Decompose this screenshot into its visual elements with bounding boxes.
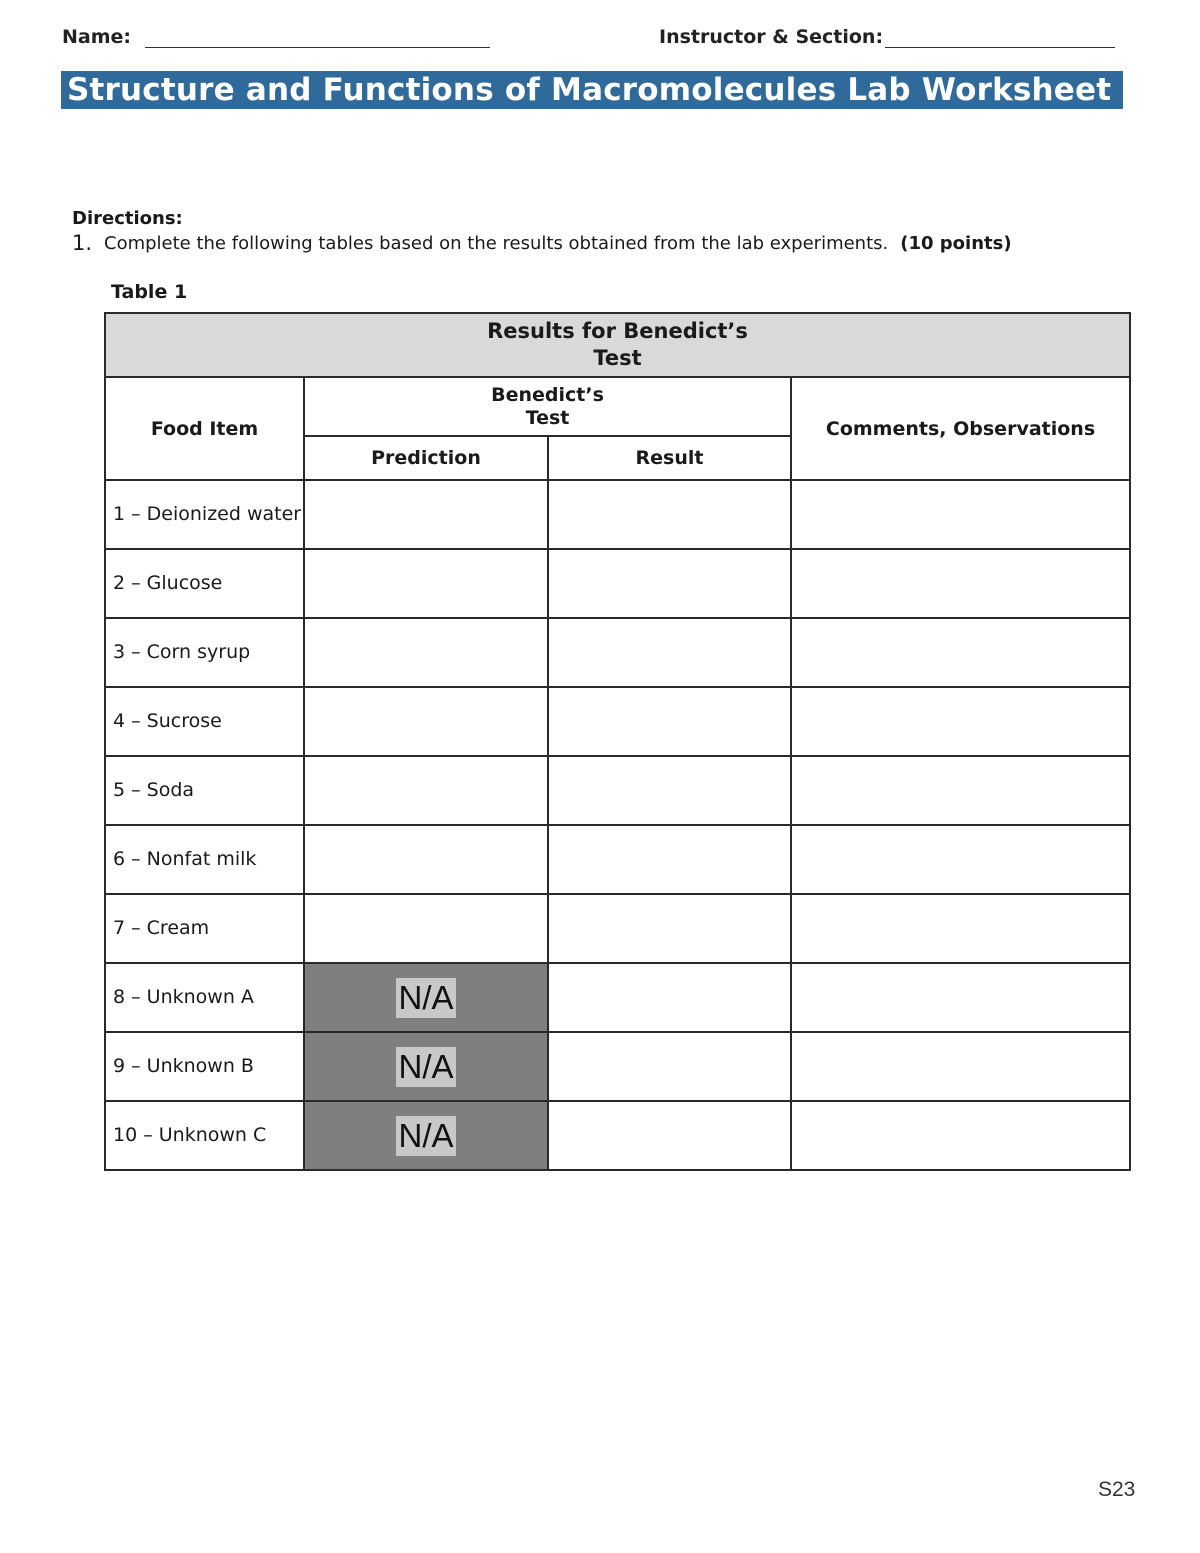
na-label: N/A — [398, 1116, 454, 1154]
direction-points: (10 points) — [900, 233, 1012, 254]
food-item-cell: 2 – Glucose — [105, 549, 304, 618]
result-cell[interactable] — [548, 756, 791, 825]
prediction-cell[interactable] — [304, 618, 548, 687]
food-item-cell: 10 – Unknown C — [105, 1101, 304, 1170]
table-row — [105, 756, 1130, 825]
food-item-cell: 5 – Soda — [105, 756, 304, 825]
comments-cell[interactable] — [791, 480, 1130, 549]
result-cell[interactable] — [548, 825, 791, 894]
column-header-benedicts-test — [304, 377, 791, 436]
result-cell[interactable] — [548, 1032, 791, 1101]
prediction-cell[interactable] — [304, 825, 548, 894]
prediction-na-cell — [304, 963, 548, 1032]
column-header-comments: Comments, Observations — [791, 377, 1130, 480]
table-row — [105, 480, 1130, 549]
comments-cell[interactable] — [791, 549, 1130, 618]
result-cell[interactable] — [548, 963, 791, 1032]
results-table — [104, 312, 1131, 1171]
result-cell[interactable] — [548, 894, 791, 963]
na-label: N/A — [398, 1047, 454, 1085]
benedicts-test-line1: Benedict’s — [491, 383, 604, 406]
comments-cell[interactable] — [791, 825, 1130, 894]
table-row — [105, 618, 1130, 687]
result-cell[interactable] — [548, 618, 791, 687]
name-blank-line[interactable] — [145, 27, 490, 48]
instructor-field-row — [659, 26, 1115, 48]
table-row — [105, 687, 1130, 756]
comments-cell[interactable] — [791, 687, 1130, 756]
table-row — [105, 549, 1130, 618]
result-cell[interactable] — [548, 549, 791, 618]
footer-code: S23 — [1098, 1478, 1136, 1501]
prediction-cell[interactable] — [304, 480, 548, 549]
table-row — [105, 1032, 1130, 1101]
worksheet-title: Structure and Functions of Macromolecules Lab Worksheet — [61, 71, 1123, 109]
comments-cell[interactable] — [791, 1101, 1130, 1170]
comments-cell[interactable] — [791, 1032, 1130, 1101]
comments-cell[interactable] — [791, 963, 1130, 1032]
column-header-result: Result — [548, 436, 791, 480]
table-title — [105, 313, 1130, 377]
food-item-cell: 9 – Unknown B — [105, 1032, 304, 1101]
direction-item — [72, 233, 1012, 255]
table-row — [105, 963, 1130, 1032]
benedicts-test-line2: Test — [525, 406, 570, 429]
food-item-cell: 4 – Sucrose — [105, 687, 304, 756]
food-item-cell: 1 – Deionized water — [105, 480, 304, 549]
column-header-prediction: Prediction — [304, 436, 548, 480]
directions-heading: Directions: — [72, 208, 183, 229]
food-item-cell: 3 – Corn syrup — [105, 618, 304, 687]
instructor-blank-line[interactable] — [885, 27, 1115, 48]
prediction-cell[interactable] — [304, 687, 548, 756]
prediction-na-cell — [304, 1101, 548, 1170]
table-body — [105, 480, 1130, 1170]
table-row — [105, 1101, 1130, 1170]
prediction-na-cell — [304, 1032, 548, 1101]
direction-text: Complete the following tables based on the results obtained from the lab experiments. — [104, 233, 889, 254]
food-item-cell: 6 – Nonfat milk — [105, 825, 304, 894]
prediction-cell[interactable] — [304, 894, 548, 963]
prediction-cell[interactable] — [304, 756, 548, 825]
food-item-cell: 8 – Unknown A — [105, 963, 304, 1032]
name-label: Name: — [62, 26, 132, 48]
name-field-row — [62, 26, 490, 48]
comments-cell[interactable] — [791, 894, 1130, 963]
prediction-cell[interactable] — [304, 549, 548, 618]
food-item-cell: 7 – Cream — [105, 894, 304, 963]
comments-cell[interactable] — [791, 618, 1130, 687]
na-label: N/A — [398, 978, 454, 1016]
table-title-line1: Results for Benedict’s — [487, 319, 748, 343]
table-caption: Table 1 — [111, 281, 188, 303]
direction-number: 1. — [72, 231, 93, 255]
column-header-food-item: Food Item — [105, 377, 304, 480]
comments-cell[interactable] — [791, 756, 1130, 825]
result-cell[interactable] — [548, 1101, 791, 1170]
instructor-label: Instructor & Section: — [659, 26, 884, 48]
table-row — [105, 825, 1130, 894]
result-cell[interactable] — [548, 687, 791, 756]
table-row — [105, 894, 1130, 963]
result-cell[interactable] — [548, 480, 791, 549]
table-title-line2: Test — [593, 346, 642, 370]
